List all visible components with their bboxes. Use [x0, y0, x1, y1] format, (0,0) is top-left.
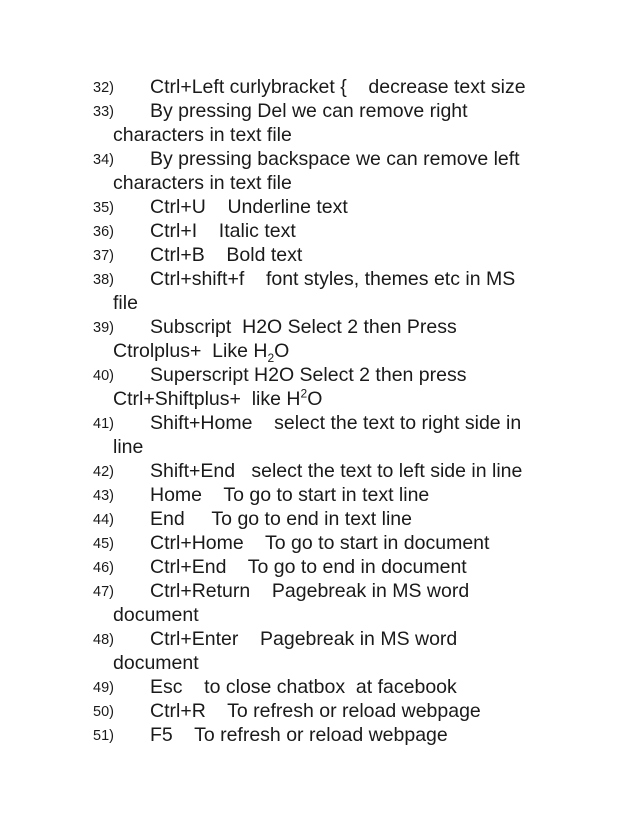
item-text: Ctrl+End To go to end in document [150, 556, 467, 578]
item-number: 34) [93, 152, 114, 168]
item-text: Ctrl+R To refresh or reload webpage [150, 700, 481, 722]
superscript-suffix: O [307, 388, 323, 410]
item-number: 37) [93, 248, 114, 264]
item-number: 45) [93, 536, 114, 552]
list-item [0, 579, 638, 627]
list-item [0, 363, 638, 411]
item-number: 38) [93, 272, 114, 288]
item-text: By pressing backspace we can remove left [150, 148, 520, 170]
list-item [0, 315, 638, 363]
list-item [0, 459, 638, 483]
item-text: Ctrl+shift+f font styles, themes etc in MS [150, 268, 516, 290]
item-text: Ctrl+Home To go to start in document [150, 532, 490, 554]
item-text-continued: document [113, 652, 199, 674]
list-item [0, 195, 638, 219]
list-item [0, 99, 638, 147]
item-text-continued: line [113, 436, 144, 458]
item-number: 47) [93, 584, 114, 600]
list-item [0, 75, 638, 99]
item-text: End To go to end in text line [150, 508, 412, 530]
item-text: Superscript H2O Select 2 then press [150, 364, 467, 386]
item-text: By pressing Del we can remove right [150, 100, 468, 122]
item-number: 48) [93, 632, 114, 648]
list-item [0, 219, 638, 243]
item-number: 49) [93, 680, 114, 696]
item-number: 33) [93, 104, 114, 120]
item-number: 44) [93, 512, 114, 528]
item-number: 41) [93, 416, 114, 432]
item-text: Subscript H2O Select 2 then Press [150, 316, 457, 338]
item-number: 32) [93, 80, 114, 96]
item-number: 50) [93, 704, 114, 720]
subscript-digit: 2 [267, 350, 275, 365]
item-text: Ctrl+Left curlybracket { decrease text size [150, 76, 526, 98]
list-item [0, 531, 638, 555]
list-item [0, 411, 638, 459]
list-item [0, 267, 638, 315]
item-number: 39) [93, 320, 114, 336]
item-text: F5 To refresh or reload webpage [150, 724, 448, 746]
item-number: 42) [93, 464, 114, 480]
item-text: Ctrl+U Underline text [150, 196, 348, 218]
superscript-digit: 2 [300, 386, 308, 401]
item-number: 46) [93, 560, 114, 576]
superscript-prefix: Ctrl+Shiftplus+ like H [113, 388, 301, 410]
item-text: Shift+End select the text to left side in line [150, 460, 523, 482]
list-item [0, 699, 638, 723]
item-text: Ctrl+Return Pagebreak in MS word [150, 580, 470, 602]
item-number: 40) [93, 368, 114, 384]
item-text-continued: characters in text file [113, 124, 292, 146]
item-text: Ctrl+I Italic text [150, 220, 296, 242]
list-item [0, 483, 638, 507]
item-text-continued: document [113, 604, 199, 626]
item-text-continued [113, 339, 578, 363]
item-text: Home To go to start in text line [150, 484, 430, 506]
list-item [0, 723, 638, 747]
item-number: 36) [93, 224, 114, 240]
item-text-continued [113, 387, 578, 411]
item-number: 43) [93, 488, 114, 504]
item-text: Ctrl+B Bold text [150, 244, 303, 266]
item-text: Shift+Home select the text to right side in [150, 412, 522, 434]
list-item [0, 675, 638, 699]
list-item [0, 147, 638, 195]
item-number: 35) [93, 200, 114, 216]
subscript-suffix: O [274, 340, 290, 362]
shortcut-list [0, 75, 638, 747]
item-text: Ctrl+Enter Pagebreak in MS word [150, 628, 458, 650]
list-item [0, 507, 638, 531]
list-item [0, 627, 638, 675]
item-text-continued: file [113, 292, 138, 314]
item-number: 51) [93, 728, 114, 744]
subscript-prefix: Ctrolplus+ Like H [113, 340, 268, 362]
list-item [0, 243, 638, 267]
list-item [0, 555, 638, 579]
item-text: Esc to close chatbox at facebook [150, 676, 457, 698]
item-text-continued: characters in text file [113, 172, 292, 194]
